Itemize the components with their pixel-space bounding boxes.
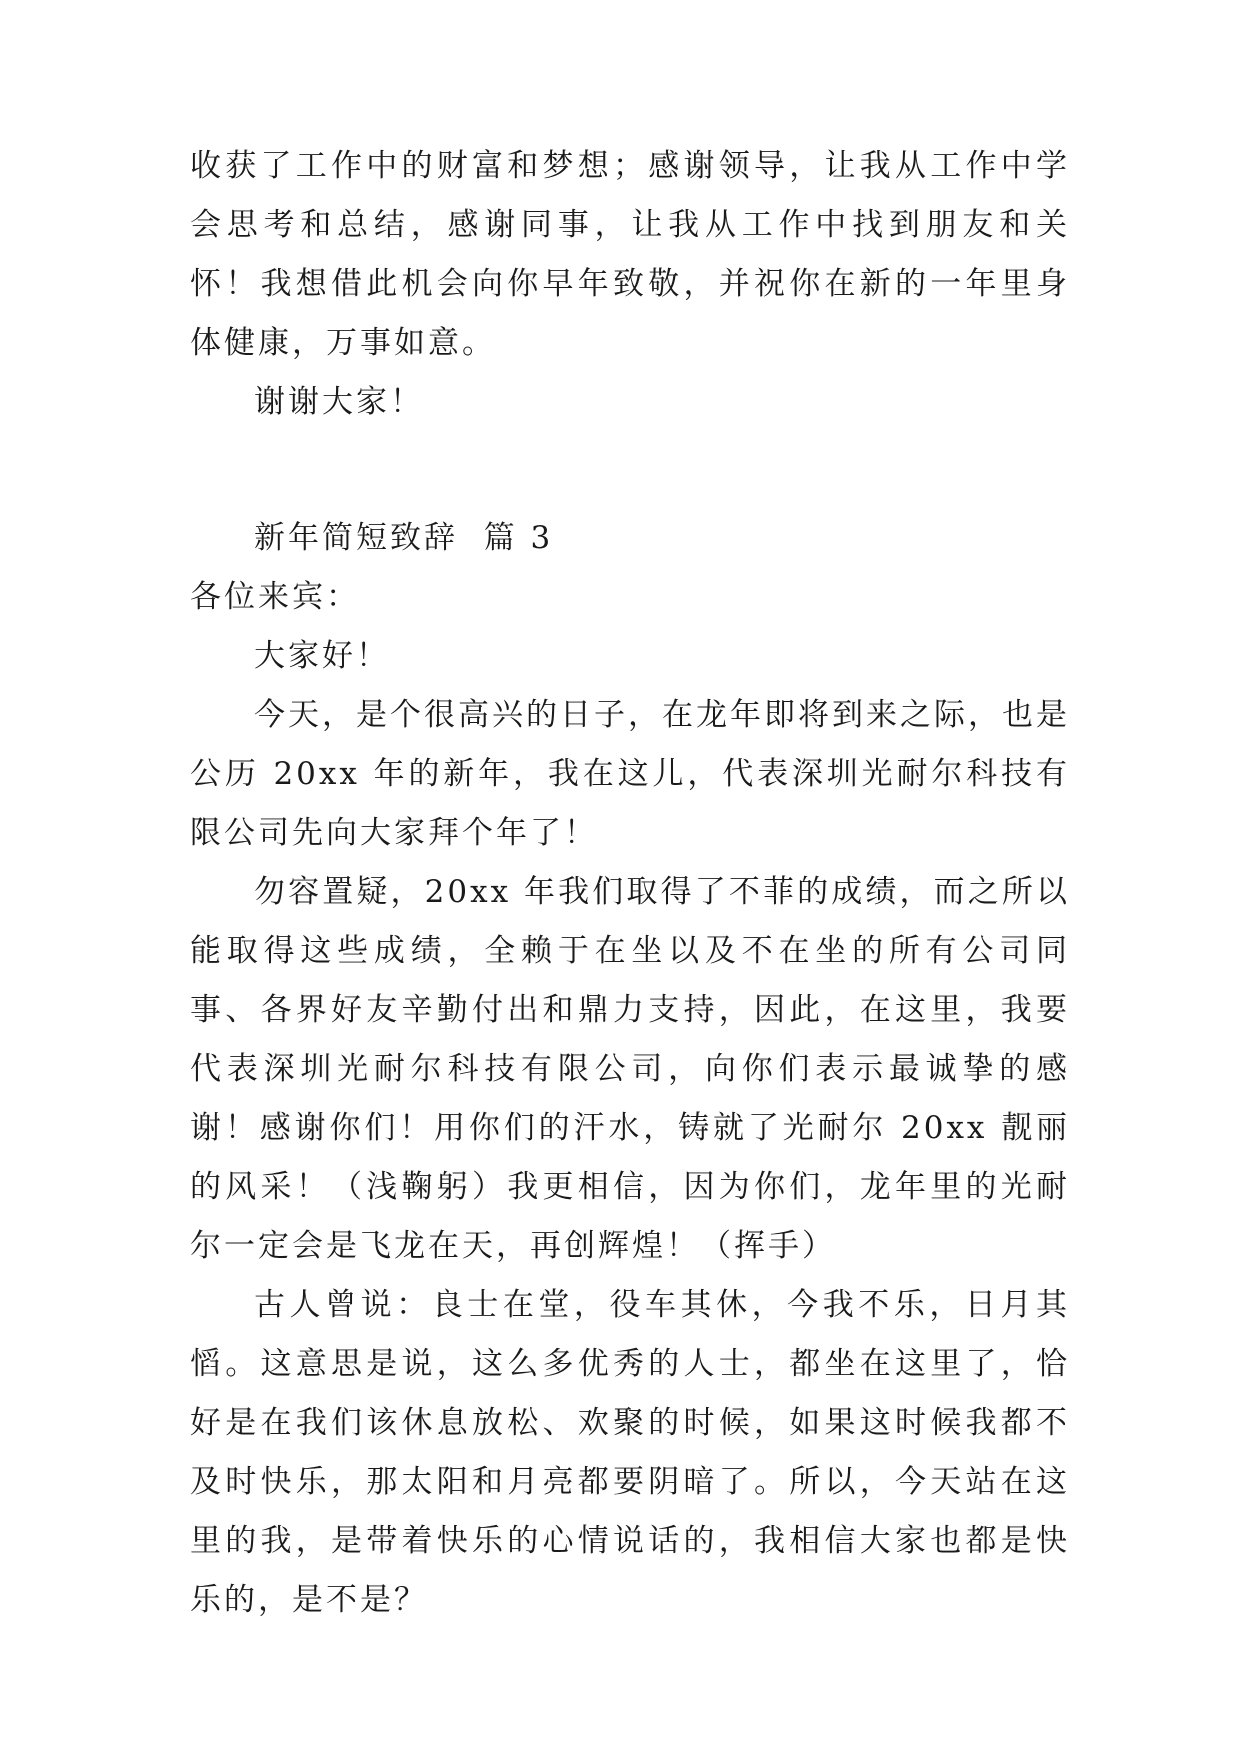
thanks-line: 谢谢大家！ [254,384,424,420]
section1-text [190,137,1070,432]
section3-text [190,509,1070,1630]
body-paragraph-3: 古人曾说：良士在堂，役车其休，今我不乐，日月其慆。这意思是说，这么多优秀的人士，都坐在这里了，恰好是在我们该休息放松、欢聚的时候，如果这时候我都不及时快乐，那太阳和月亮都要阴暗了。所以，今天站在这里的我，是带着快乐的心情说话的，我相信大家也都是快乐的，是不是？ [190,1287,1070,1618]
body-paragraph-2: 勿容置疑，20xx 年我们取得了不菲的成绩，而之所以能取得这些成绩，全赖于在坐以及不在坐的所有公司同事、各界好友辛勤付出和鼎力支持，因此，在这里，我要代表深圳光耐尔科技有限公司，向你们表示最诚挚的感谢！感谢你们！用你们的汗水，铸就了光耐尔 20xx 靓丽的风采！（浅鞠躬）我更相信，因为你们，龙年里的光耐尔一定会是飞龙在天，再创辉煌！（挥手） [190,874,1070,1264]
greeting: 大家好！ [254,638,390,674]
continuation-paragraph: 收获了工作中的财富和梦想；感谢领导，让我从工作中学会思考和总结，感谢同事，让我从工作中找到朋友和关怀！我想借此机会向你早年致敬，并祝你在新的一年里身体健康，万事如意。 [190,148,1070,361]
salutation: 各位来宾： [190,579,360,615]
body-paragraph-1: 今天，是个很高兴的日子，在龙年即将到来之际，也是公历 20xx 年的新年，我在这儿，代表深圳光耐尔科技有限公司先向大家拜个年了！ [190,697,1070,851]
section-heading: 新年简短致辞 篇 3 [254,520,554,556]
